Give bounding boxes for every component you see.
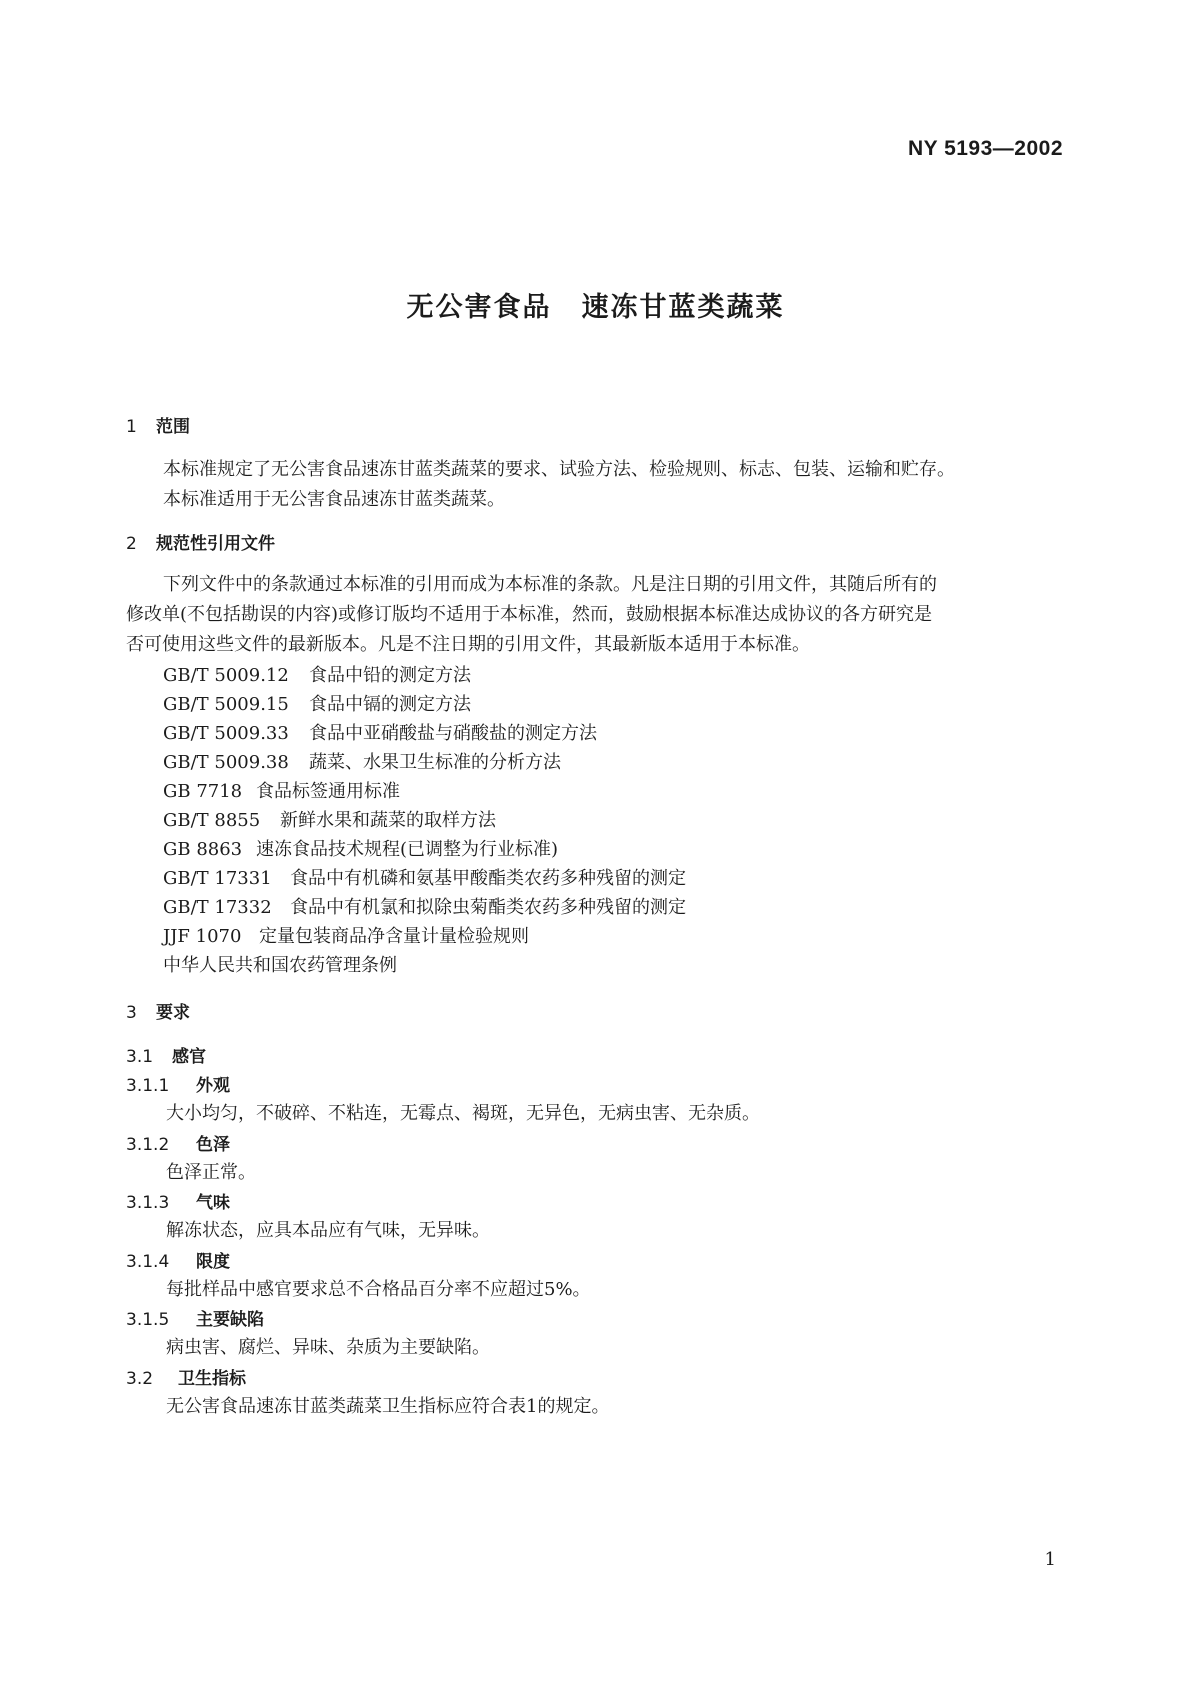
section-number: 3.2 <box>126 1369 154 1389</box>
section-number: 1 <box>126 417 137 437</box>
subsection-3-2-heading <box>126 1364 246 1389</box>
section-number: 3.1.2 <box>126 1135 170 1155</box>
standard-code: NY 5193—2002 <box>907 137 1063 160</box>
section-2-heading <box>126 529 275 554</box>
subsection-3-1-1-heading <box>126 1071 230 1096</box>
reference-title: 速冻食品技术规程(已调整为行业标准) <box>256 839 559 860</box>
reference-title: 中华人民共和国农药管理条例 <box>163 955 397 976</box>
section-number: 3 <box>126 1003 137 1023</box>
page-number: 1 <box>1044 1549 1056 1570</box>
paragraph: 解冻状态，应具本品应有气味，无异味。 <box>166 1220 490 1241</box>
reference-title: 食品标签通用标准 <box>256 781 400 802</box>
section-title: 感官 <box>172 1047 206 1067</box>
reference-title: 食品中有机氯和拟除虫菊酯类农药多种残留的测定 <box>290 897 686 918</box>
section-title: 气味 <box>196 1193 230 1213</box>
paragraph: 病虫害、腐烂、异味、杂质为主要缺陷。 <box>166 1337 490 1358</box>
section-title: 范围 <box>156 417 190 437</box>
reference-title: 食品中镉的测定方法 <box>309 694 471 715</box>
section-title: 色泽 <box>196 1135 230 1155</box>
reference-title: 食品中亚硝酸盐与硝酸盐的测定方法 <box>309 723 597 744</box>
reference-code: GB/T 5009.12 <box>163 665 289 686</box>
subsection-3-1-3-heading <box>126 1188 230 1213</box>
reference-code: GB/T 5009.15 <box>163 694 289 715</box>
section-title: 要求 <box>156 1003 190 1023</box>
paragraph: 每批样品中感官要求总不合格品百分率不应超过5%。 <box>166 1279 591 1300</box>
paragraph-line: 下列文件中的条款通过本标准的引用而成为本标准的条款。凡是注日期的引用文件，其随后所有的 <box>163 574 937 595</box>
subsection-3-1-4-heading <box>126 1247 230 1272</box>
title-part1: 无公害食品 <box>406 292 552 323</box>
reference-code: GB/T 17332 <box>163 897 272 918</box>
section-number: 3.1.4 <box>126 1252 170 1272</box>
reference-item <box>163 835 558 861</box>
reference-item <box>163 661 471 687</box>
reference-code: GB/T 5009.38 <box>163 752 289 773</box>
section-title: 规范性引用文件 <box>156 534 275 554</box>
reference-title: 蔬菜、水果卫生标准的分析方法 <box>309 752 561 773</box>
paragraph: 本标准规定了无公害食品速冻甘蓝类蔬菜的要求、试验方法、检验规则、标志、包装、运输和贮存。 <box>163 459 955 480</box>
section-number: 3.1 <box>126 1047 154 1067</box>
section-title: 外观 <box>196 1076 230 1096</box>
reference-item <box>163 922 529 948</box>
reference-item <box>163 864 686 890</box>
reference-item <box>163 951 397 977</box>
reference-item <box>163 690 471 716</box>
paragraph: 大小均匀，不破碎、不粘连，无霉点、褐斑，无异色，无病虫害、无杂质。 <box>166 1103 760 1124</box>
title-part2: 速冻甘蓝类蔬菜 <box>581 292 785 323</box>
document-title <box>0 285 1191 324</box>
reference-code: GB 7718 <box>163 781 243 802</box>
reference-code: JJF 1070 <box>163 926 242 947</box>
reference-item <box>163 806 496 832</box>
reference-item <box>163 777 400 803</box>
reference-item <box>163 893 686 919</box>
reference-title: 食品中有机磷和氨基甲酸酯类农药多种残留的测定 <box>290 868 686 889</box>
reference-code: GB/T 5009.33 <box>163 723 289 744</box>
reference-code: GB 8863 <box>163 839 243 860</box>
paragraph: 本标准适用于无公害食品速冻甘蓝类蔬菜。 <box>163 489 505 510</box>
section-number: 3.1.5 <box>126 1310 170 1330</box>
subsection-3-1-heading <box>126 1042 206 1067</box>
section-1-heading <box>126 412 190 437</box>
paragraph-line: 否可使用这些文件的最新版本。凡是不注日期的引用文件，其最新版本适用于本标准。 <box>126 634 810 655</box>
section-3-heading <box>126 998 190 1023</box>
section-number: 3.1.1 <box>126 1076 170 1096</box>
reference-code: GB/T 8855 <box>163 810 261 831</box>
paragraph: 无公害食品速冻甘蓝类蔬菜卫生指标应符合表1的规定。 <box>166 1396 610 1417</box>
paragraph: 色泽正常。 <box>166 1162 256 1183</box>
section-title: 卫生指标 <box>178 1369 246 1389</box>
reference-item <box>163 719 597 745</box>
section-number: 2 <box>126 534 137 554</box>
section-title: 限度 <box>196 1252 230 1272</box>
subsection-3-1-2-heading <box>126 1130 230 1155</box>
section-title: 主要缺陷 <box>196 1310 264 1330</box>
section-number: 3.1.3 <box>126 1193 170 1213</box>
paragraph-line: 修改单(不包括勘误的内容)或修订版均不适用于本标准，然而，鼓励根据本标准达成协议的各方研究是 <box>126 604 933 625</box>
reference-title: 定量包装商品净含量计量检验规则 <box>259 926 529 947</box>
reference-item <box>163 748 561 774</box>
reference-title: 食品中铅的测定方法 <box>309 665 471 686</box>
reference-code: GB/T 17331 <box>163 868 272 889</box>
subsection-3-1-5-heading <box>126 1305 264 1330</box>
reference-title: 新鲜水果和蔬菜的取样方法 <box>280 810 496 831</box>
